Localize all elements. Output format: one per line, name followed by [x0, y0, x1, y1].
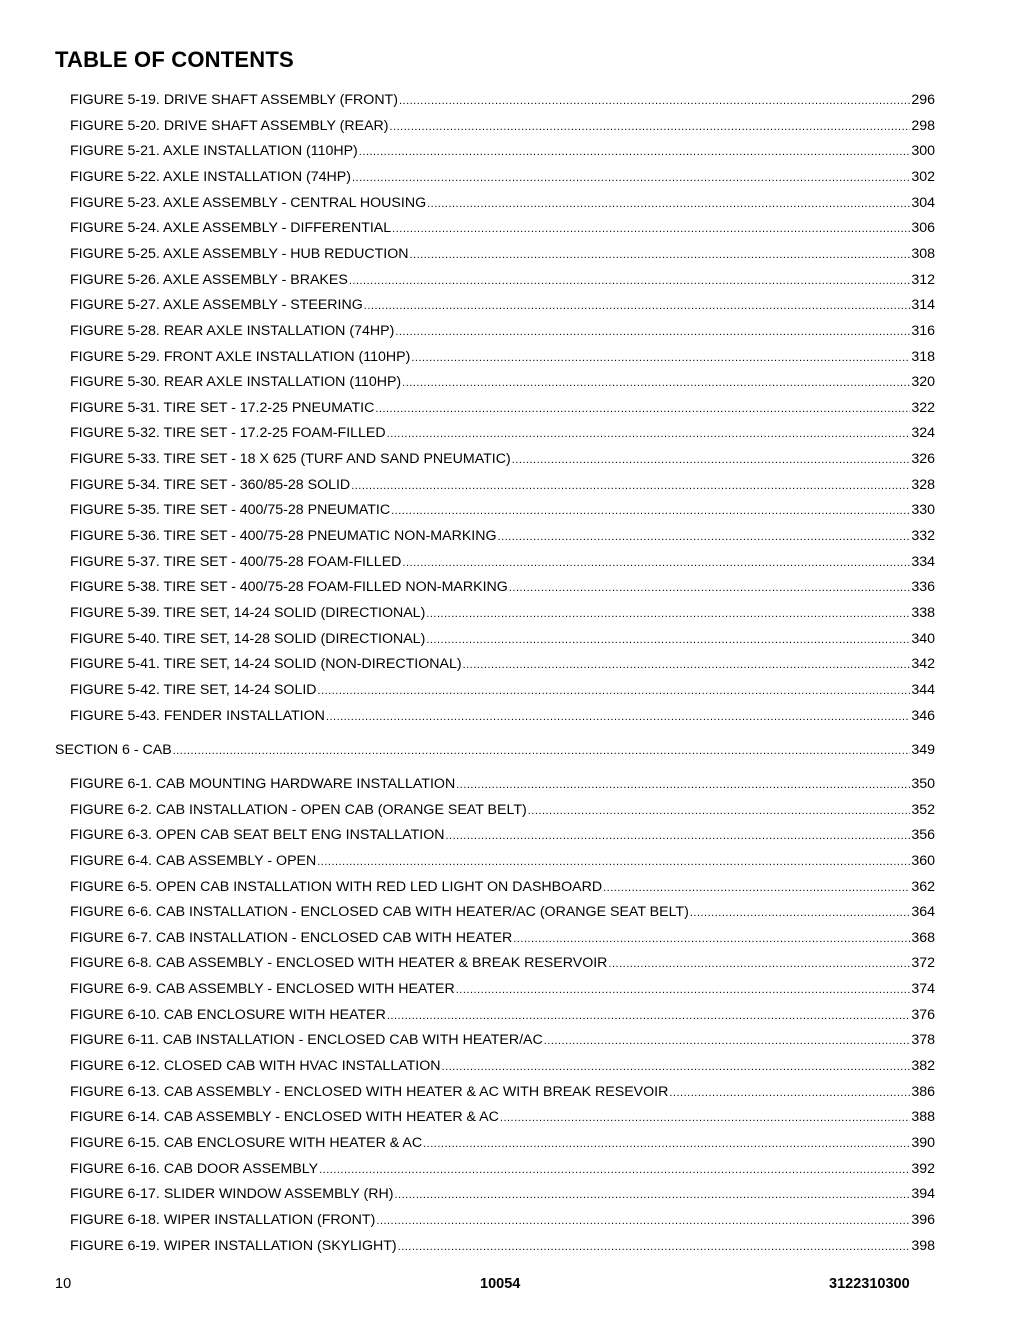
toc-entry-label: FIGURE 5-34. TIRE SET - 360/85-28 SOLID [70, 476, 351, 493]
toc-entry-page-number: 374 [911, 981, 935, 998]
toc-entry-label: FIGURE 6-9. CAB ASSEMBLY - ENCLOSED WITH HEATER [70, 981, 455, 998]
toc-entry-label: FIGURE 6-19. WIPER INSTALLATION (SKYLIGHT) [70, 1237, 397, 1254]
toc-entry-label: SECTION 6 - CAB [55, 741, 172, 758]
dot-leader [411, 347, 910, 367]
toc-entry-label: FIGURE 5-20. DRIVE SHAFT ASSEMBLY (REAR) [70, 117, 389, 134]
toc-entry[interactable] [70, 1030, 935, 1050]
toc-entry-page-number: 390 [911, 1135, 935, 1151]
toc-entry-page-number: 356 [911, 827, 935, 844]
toc-entry-page-number: 308 [911, 245, 935, 262]
toc-entry[interactable] [70, 1005, 935, 1025]
toc-entry-label: FIGURE 5-26. AXLE ASSEMBLY - BRAKES [70, 271, 348, 288]
toc-entry[interactable] [70, 475, 935, 495]
dot-leader [326, 706, 910, 726]
toc-entry[interactable] [70, 629, 935, 649]
toc-entry[interactable] [70, 90, 935, 110]
dot-leader [173, 740, 911, 760]
toc-entry-label: FIGURE 5-40. TIRE SET, 14-28 SOLID (DIRECTIONAL) [70, 630, 426, 647]
toc-entry[interactable] [70, 193, 935, 213]
toc-entry-page-number: 378 [911, 1032, 935, 1049]
dot-leader [318, 680, 911, 700]
toc-entry-page-number: 360 [911, 852, 935, 869]
toc-entry[interactable] [70, 603, 935, 623]
toc-entry-page-number: 349 [911, 741, 935, 758]
toc-entry-page-number: 332 [911, 528, 935, 545]
toc-entry-label: FIGURE 6-18. WIPER INSTALLATION (FRONT) [70, 1211, 376, 1228]
toc-entry-label: FIGURE 5-22. AXLE INSTALLATION (74HP) [70, 168, 351, 185]
toc-entry-page-number: 362 [911, 878, 935, 895]
toc-entry-label: FIGURE 6-16. CAB DOOR ASSEMBLY [70, 1160, 319, 1177]
toc-entry-page-number: 372 [911, 955, 935, 972]
dot-leader [509, 577, 911, 597]
toc-entry-page-number: 338 [911, 605, 935, 621]
toc-entry-page-number: 342 [911, 656, 935, 673]
toc-entry[interactable] [70, 654, 935, 674]
toc-entry-page-number: 394 [911, 1186, 935, 1203]
toc-entry-page-number: 298 [911, 117, 935, 134]
toc-entry-page-number: 382 [911, 1058, 935, 1075]
dot-leader [410, 244, 911, 264]
toc-entry-label: FIGURE 5-42. TIRE SET, 14-24 SOLID [70, 681, 317, 698]
toc-entry[interactable] [70, 218, 935, 238]
dot-leader [387, 1005, 910, 1025]
toc-entry-label: FIGURE 5-38. TIRE SET - 400/75-28 FOAM-FILLED NON-MARKING [70, 579, 508, 596]
dot-leader [375, 398, 910, 418]
dot-leader [544, 1030, 911, 1050]
toc-entry-label: FIGURE 6-11. CAB INSTALLATION - ENCLOSED CAB WITH HEATER/AC [70, 1032, 543, 1049]
toc-entry-label: FIGURE 5-27. AXLE ASSEMBLY - STEERING [70, 297, 363, 314]
dot-leader [317, 851, 910, 871]
dot-leader [364, 295, 911, 315]
toc-entry-page-number: 336 [911, 579, 935, 596]
toc-entry[interactable] [70, 1210, 935, 1230]
toc-entry-page-number: 318 [911, 348, 935, 365]
toc-entry-page-number: 326 [911, 451, 935, 468]
toc-entry-label: FIGURE 5-28. REAR AXLE INSTALLATION (74HP) [70, 322, 395, 339]
dot-leader [500, 1107, 910, 1127]
toc-entry-page-number: 344 [911, 681, 935, 698]
toc-entry[interactable] [70, 244, 935, 264]
toc-entry[interactable] [70, 1082, 935, 1102]
toc-entry-page-number: 392 [911, 1160, 935, 1177]
toc-entry-label: FIGURE 6-17. SLIDER WINDOW ASSEMBLY (RH) [70, 1186, 394, 1203]
toc-entry-label: FIGURE 5-43. FENDER INSTALLATION [70, 707, 325, 724]
dot-leader [690, 902, 911, 922]
dot-leader [359, 141, 911, 161]
toc-entry-label: FIGURE 5-31. TIRE SET - 17.2-25 PNEUMATIC [70, 399, 375, 416]
toc-entry-label: FIGURE 6-14. CAB ASSEMBLY - ENCLOSED WITH HEATER & AC [70, 1109, 499, 1126]
toc-entry-page-number: 322 [911, 399, 935, 416]
toc-entry-page-number: 398 [911, 1237, 935, 1254]
toc-entry[interactable] [70, 1159, 935, 1179]
toc-entry-page-number: 346 [911, 707, 935, 724]
footer-page-number: 10 [55, 1276, 72, 1292]
footer-document-number: 3122310300 [829, 1276, 910, 1292]
toc-entry-label: FIGURE 6-10. CAB ENCLOSURE WITH HEATER [70, 1006, 386, 1023]
dot-leader [319, 1159, 910, 1179]
dot-leader [669, 1082, 910, 1102]
toc-entry-label: FIGURE 5-23. AXLE ASSEMBLY - CENTRAL HOUSING [70, 194, 427, 211]
toc-entry-page-number: 304 [911, 194, 935, 211]
toc-entry-page-number: 350 [911, 775, 935, 792]
toc-entry-page-number: 328 [911, 476, 935, 493]
dot-leader [402, 552, 910, 572]
toc-entry-label: FIGURE 5-35. TIRE SET - 400/75-28 PNEUMATIC [70, 502, 391, 519]
toc-entry-page-number: 314 [911, 297, 935, 314]
dot-leader [442, 1056, 911, 1076]
dot-leader [394, 1184, 910, 1204]
toc-entry-page-number: 340 [911, 630, 935, 647]
toc-entry[interactable] [70, 1236, 935, 1256]
toc-entry[interactable] [70, 774, 935, 794]
toc-entry[interactable] [70, 116, 935, 136]
toc-entry-page-number: 330 [911, 502, 935, 519]
footer-center-code: 10054 [480, 1276, 521, 1292]
toc-entry[interactable] [70, 706, 935, 726]
toc-entry[interactable] [70, 979, 935, 999]
toc-entry-label: FIGURE 6-4. CAB ASSEMBLY - OPEN [70, 852, 317, 869]
dot-leader [399, 90, 910, 110]
toc-entry-label: FIGURE 5-33. TIRE SET - 18 X 625 (TURF AND SAND PNEUMATIC) [70, 451, 511, 468]
toc-section-entry[interactable] [55, 740, 935, 760]
toc-entry-label: FIGURE 5-25. AXLE ASSEMBLY - HUB REDUCTION [70, 245, 409, 262]
toc-entry[interactable] [70, 167, 935, 187]
toc-entry-label: FIGURE 5-32. TIRE SET - 17.2-25 FOAM-FILLED [70, 425, 386, 442]
toc-entry-label: FIGURE 5-36. TIRE SET - 400/75-28 PNEUMATIC NON-MARKING [70, 528, 497, 545]
dot-leader [352, 167, 910, 187]
toc-entry[interactable] [70, 902, 935, 922]
dot-leader [376, 1210, 910, 1230]
toc-entry[interactable] [70, 877, 935, 897]
toc-entry-label: FIGURE 5-21. AXLE INSTALLATION (110HP) [70, 143, 358, 160]
toc-entry-page-number: 364 [911, 904, 935, 921]
toc-entry-label: FIGURE 6-7. CAB INSTALLATION - ENCLOSED CAB WITH HEATER [70, 929, 513, 946]
toc-entry[interactable] [70, 552, 935, 572]
toc-entry[interactable] [70, 577, 935, 597]
toc-entry-page-number: 320 [911, 374, 935, 391]
toc-entry[interactable] [70, 347, 935, 367]
toc-entry-label: FIGURE 6-5. OPEN CAB INSTALLATION WITH RED LED LIGHT ON DASHBOARD [70, 878, 603, 895]
toc-entry-page-number: 296 [911, 92, 935, 108]
toc-entry-page-number: 352 [911, 801, 935, 818]
toc-entry-label: FIGURE 6-3. OPEN CAB SEAT BELT ENG INSTALLATION [70, 827, 445, 844]
dot-leader [498, 526, 911, 546]
toc-entry[interactable] [70, 1184, 935, 1204]
dot-leader [512, 449, 911, 469]
toc-entry-page-number: 386 [911, 1083, 935, 1100]
toc-entry[interactable] [70, 680, 935, 700]
toc-entry-label: FIGURE 5-39. TIRE SET, 14-24 SOLID (DIRECTIONAL) [70, 605, 426, 621]
dot-leader [387, 423, 911, 443]
toc-entry-label: FIGURE 5-19. DRIVE SHAFT ASSEMBLY (FRONT) [70, 92, 398, 108]
dot-leader [426, 603, 910, 623]
dot-leader [463, 654, 911, 674]
toc-entry[interactable] [70, 953, 935, 973]
dot-leader [398, 1236, 911, 1256]
toc-entry[interactable] [70, 500, 935, 520]
dot-leader [391, 500, 910, 520]
toc-entry[interactable] [70, 1133, 935, 1153]
toc-entry-label: FIGURE 5-29. FRONT AXLE INSTALLATION (110HP) [70, 348, 411, 365]
toc-entry[interactable] [70, 825, 935, 845]
toc-entry[interactable] [70, 295, 935, 315]
toc-entry[interactable] [70, 800, 935, 820]
dot-leader [608, 953, 910, 973]
toc-entry-label: FIGURE 6-12. CLOSED CAB WITH HVAC INSTALLATION [70, 1058, 441, 1075]
toc-entry-page-number: 388 [911, 1109, 935, 1126]
dot-leader [456, 979, 911, 999]
dot-leader [349, 270, 911, 290]
dot-leader [456, 774, 910, 794]
dot-leader [402, 372, 910, 392]
toc-entry-label: FIGURE 6-6. CAB INSTALLATION - ENCLOSED CAB WITH HEATER/AC (ORANGE SEAT BELT) [70, 904, 689, 921]
page-title: TABLE OF CONTENTS [55, 47, 294, 72]
toc-entry-page-number: 312 [911, 271, 935, 288]
toc-entry[interactable] [70, 270, 935, 290]
toc-entry-page-number: 396 [911, 1211, 935, 1228]
toc-entry[interactable] [70, 398, 935, 418]
toc-entry-page-number: 368 [911, 929, 935, 946]
dot-leader [351, 475, 910, 495]
dot-leader [423, 1133, 910, 1153]
toc-entry[interactable] [70, 928, 935, 948]
dot-leader [426, 629, 910, 649]
toc-entry-label: FIGURE 6-13. CAB ASSEMBLY - ENCLOSED WITH HEATER & AC WITH BREAK RESEVOIR [70, 1083, 669, 1100]
toc-entry-label: FIGURE 5-41. TIRE SET, 14-24 SOLID (NON-DIRECTIONAL) [70, 656, 462, 673]
dot-leader [445, 825, 910, 845]
toc-entry-page-number: 376 [911, 1006, 935, 1023]
dot-leader [528, 800, 911, 820]
toc-entry-label: FIGURE 6-8. CAB ASSEMBLY - ENCLOSED WITH HEATER & BREAK RESERVOIR [70, 955, 608, 972]
toc-entry-page-number: 306 [911, 220, 935, 237]
dot-leader [392, 218, 910, 238]
toc-entry[interactable] [70, 372, 935, 392]
dot-leader [513, 928, 910, 948]
toc-entry-label: FIGURE 5-30. REAR AXLE INSTALLATION (110HP) [70, 374, 402, 391]
toc-entry[interactable] [70, 851, 935, 871]
toc-entry-page-number: 324 [911, 425, 935, 442]
dot-leader [603, 877, 910, 897]
dot-leader [427, 193, 910, 213]
toc-entry-label: FIGURE 6-15. CAB ENCLOSURE WITH HEATER & AC [70, 1135, 423, 1151]
toc-entry-label: FIGURE 6-1. CAB MOUNTING HARDWARE INSTALLATION [70, 775, 456, 792]
toc-entry[interactable] [70, 141, 935, 161]
toc-entry[interactable] [70, 526, 935, 546]
toc-entry-label: FIGURE 5-37. TIRE SET - 400/75-28 FOAM-FILLED [70, 553, 402, 570]
toc-entry-page-number: 300 [911, 143, 935, 160]
toc-entry[interactable] [70, 321, 935, 341]
dot-leader [390, 116, 911, 136]
toc-entry-page-number: 334 [911, 553, 935, 570]
toc-entry[interactable] [70, 449, 935, 469]
dot-leader [395, 321, 910, 341]
toc-entry[interactable] [70, 1107, 935, 1127]
toc-entry[interactable] [70, 1056, 935, 1076]
toc-entry-label: FIGURE 5-24. AXLE ASSEMBLY - DIFFERENTIAL [70, 220, 392, 237]
toc-entry[interactable] [70, 423, 935, 443]
toc-entry-page-number: 316 [911, 322, 935, 339]
toc-entry-page-number: 302 [911, 168, 935, 185]
toc-entry-label: FIGURE 6-2. CAB INSTALLATION - OPEN CAB (ORANGE SEAT BELT) [70, 801, 527, 818]
